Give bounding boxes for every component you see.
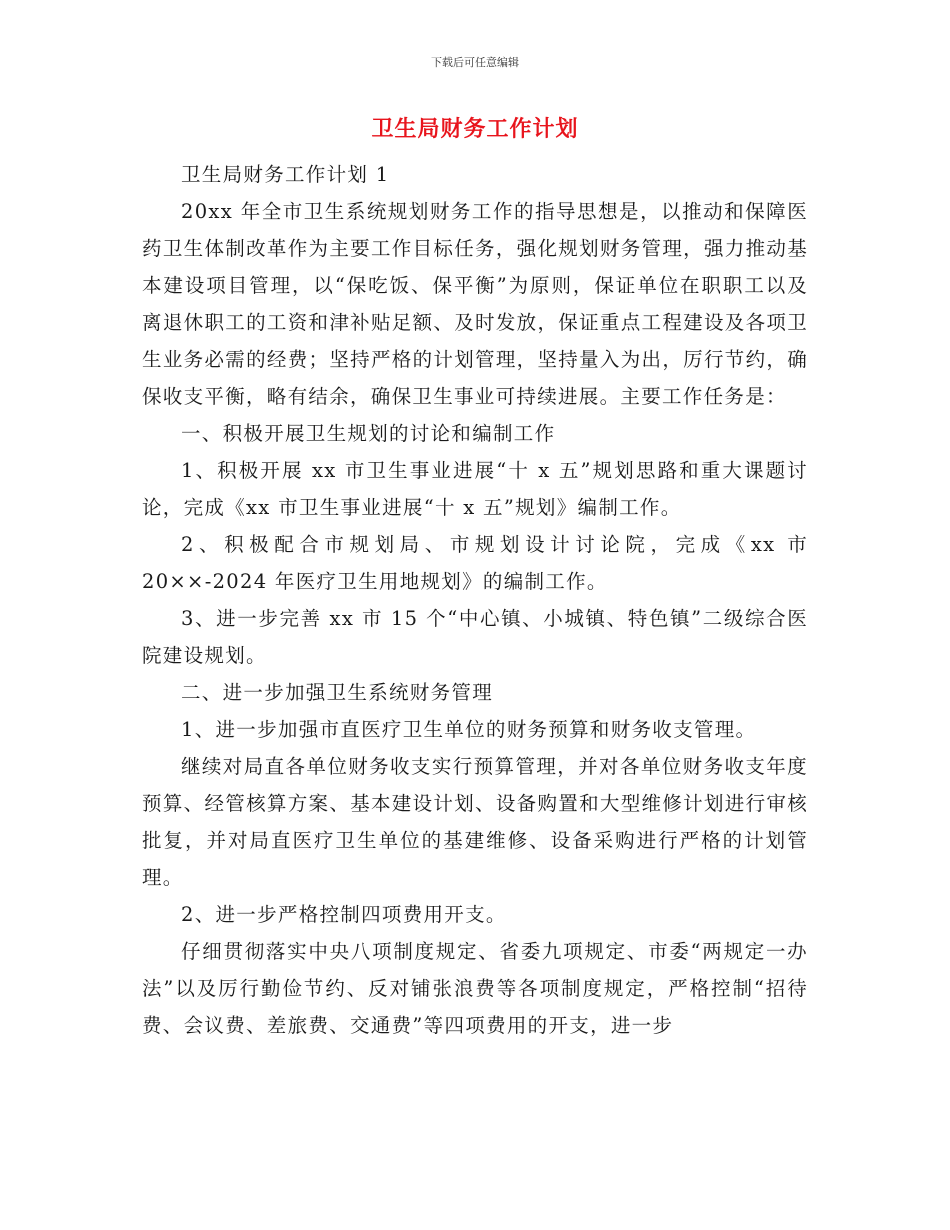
paragraph: 仔细贯彻落实中央八项制度规定、省委九项规定、市委“两规定一办法”以及厉行勤俭节约、反对铺张浪费等各项制度规定，严格控制“招待费、会议费、差旅费、交通费”等四项费用的开支，进一步 [142, 940, 808, 1037]
paragraph: 20xx 年全市卫生系统规划财务工作的指导思想是，以推动和保障医药卫生体制改革作为主要工作目标任务，强化规划财务管理，强力推动基本建设项目管理，以“保吃饭、保平衡”为原则，保证单位在职职工以及离退休职工的工资和津补贴足额、及时发放，保证重点工程建设及各项卫生业务必需的经费；坚持严格的计划管理，坚持量入为出，厉行节约，确保收支平衡，略有结余，确保卫生事业可持续进展。主要工作任务是： [142, 200, 808, 408]
section-heading: 一、积极开展卫生规划的讨论和编制工作 [181, 422, 556, 445]
paragraph: 卫生局财务工作计划 1 [181, 163, 390, 186]
paragraph: 2、进一步严格控制四项费用开支。 [181, 903, 507, 926]
page-header: 下载后可任意编辑 [431, 56, 519, 69]
document-body [142, 156, 808, 1044]
paragraph: 1、积极开展 xx 市卫生事业进展“十 x 五”规划思路和重大课题讨论，完成《xx 市卫生事业进展“十 x 五”规划》编制工作。 [142, 459, 808, 519]
paragraph: 3、进一步完善 xx 市 15 个“中心镇、小城镇、特色镇”二级综合医院建设规划。 [142, 607, 808, 667]
document-title: 卫生局财务工作计划 [371, 116, 579, 142]
paragraph: 2、积极配合市规划局、市规划设计讨论院，完成《xx 市 20××-2024 年医疗卫生用地规划》的编制工作。 [142, 533, 808, 593]
paragraph: 1、进一步加强市直医疗卫生单位的财务预算和财务收支管理。 [181, 718, 757, 741]
paragraph: 继续对局直各单位财务收支实行预算管理，并对各单位财务收支年度预算、经管核算方案、基本建设计划、设备购置和大型维修计划进行审核批复，并对局直医疗卫生单位的基建维修、设备采购进行严格的计划管理。 [142, 755, 808, 889]
section-heading: 二、进一步加强卫生系统财务管理 [181, 681, 494, 704]
